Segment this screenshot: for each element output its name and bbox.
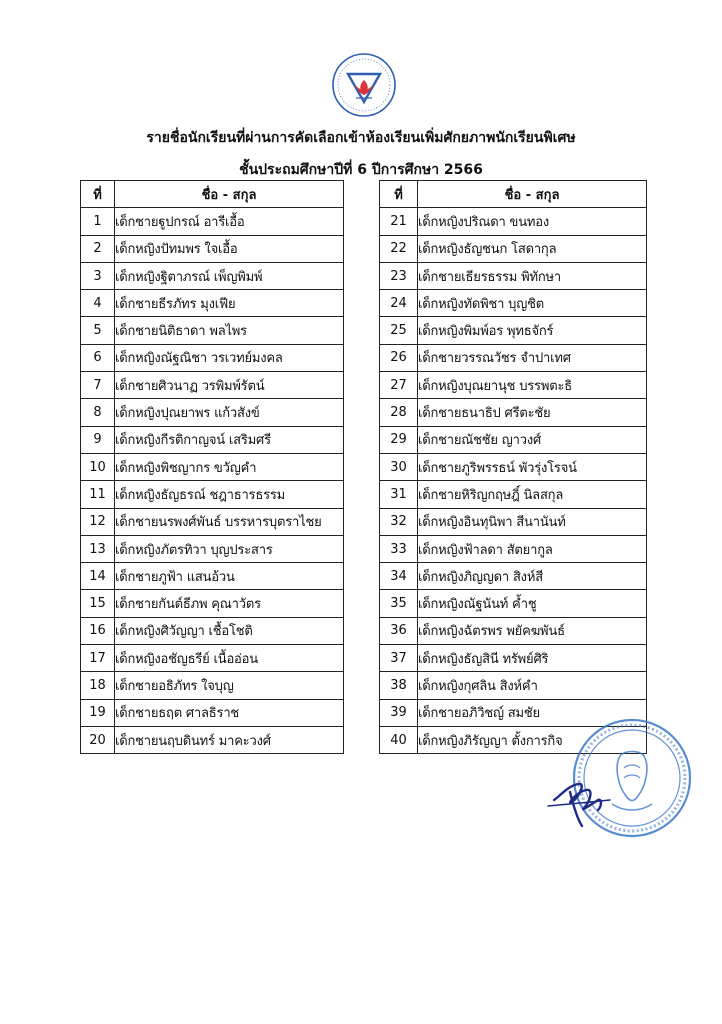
table-row (81, 699, 344, 726)
student-name: เด็กหญิงฐิตาภรณ์ เพ็ญพิมพ์ (115, 262, 344, 289)
table-row (380, 344, 647, 371)
table-row (81, 453, 344, 480)
table-row (81, 290, 344, 317)
row-number: 6 (81, 344, 115, 371)
student-name: เด็กหญิงณัฐนันท์ ค้ำชู (418, 590, 647, 617)
table-row (81, 399, 344, 426)
row-number: 20 (81, 726, 115, 753)
row-number: 40 (380, 726, 418, 753)
student-name: เด็กหญิงปริณดา ขนทอง (418, 208, 647, 235)
row-number: 31 (380, 481, 418, 508)
student-name: เด็กชายหิริญกฤษฎิ์ นิลสกุล (418, 481, 647, 508)
table-row (380, 262, 647, 289)
student-name: เด็กชายณัชชัย ญาวงศ์ (418, 426, 647, 453)
row-number: 14 (81, 563, 115, 590)
row-number: 27 (380, 372, 418, 399)
student-name: เด็กหญิงกีรติกาญจน์ เสริมศรี (115, 426, 344, 453)
row-number: 13 (81, 535, 115, 562)
school-logo (331, 52, 397, 118)
student-name: เด็กหญิงธัญธรณ์ ชฎาธารธรรม (115, 481, 344, 508)
student-name: เด็กชายอธิภัทร ใจบุญ (115, 672, 344, 699)
row-number: 23 (380, 262, 418, 289)
student-name: เด็กหญิงบุณยานุช บรรพตะธิ (418, 372, 647, 399)
row-number: 12 (81, 508, 115, 535)
row-number: 15 (81, 590, 115, 617)
student-name: เด็กชายศิวนาฏ วรพิมพ์รัตน์ (115, 372, 344, 399)
student-table-left (80, 180, 344, 754)
table-row (81, 208, 344, 235)
column-header-no: ที่ (81, 181, 115, 208)
row-number: 8 (81, 399, 115, 426)
table-row (380, 372, 647, 399)
row-number: 17 (81, 645, 115, 672)
student-name: เด็กหญิงพิมพ์อร พุทธจักร์ (418, 317, 647, 344)
row-number: 4 (81, 290, 115, 317)
student-name: เด็กหญิงกุศลิน สิงห์คำ (418, 672, 647, 699)
row-number: 29 (380, 426, 418, 453)
student-name: เด็กหญิงภิญญดา สิงห์สี (418, 563, 647, 590)
row-number: 11 (81, 481, 115, 508)
student-name: เด็กหญิงภัตรทิวา บุญประสาร (115, 535, 344, 562)
column-header-name: ชื่อ - สกุล (418, 181, 647, 208)
table-row (380, 563, 647, 590)
table-row (380, 617, 647, 644)
row-number: 21 (380, 208, 418, 235)
student-name: เด็กหญิงปัทมพร ใจเอื้อ (115, 235, 344, 262)
student-name: เด็กชายเธียรธรรม พิทักษา (418, 262, 647, 289)
row-number: 10 (81, 453, 115, 480)
student-name: เด็กชายธนาธิป ศรีตะชัย (418, 399, 647, 426)
row-number: 32 (380, 508, 418, 535)
official-seal-and-signature (540, 716, 692, 840)
student-name: เด็กหญิงธัญชนก โสดากุล (418, 235, 647, 262)
table-row (81, 726, 344, 753)
table-row (380, 235, 647, 262)
row-number: 2 (81, 235, 115, 262)
table-row (81, 317, 344, 344)
student-name: เด็กชายกันต์ธีภพ คุณาวัตร (115, 590, 344, 617)
student-name: เด็กชายนิติธาดา พลไพร (115, 317, 344, 344)
table-row (81, 590, 344, 617)
document-title: รายชื่อนักเรียนที่ผ่านการคัดเลือกเข้าห้องเรียนเพิ่มศักยภาพนักเรียนพิเศษ (146, 130, 576, 146)
row-number: 22 (380, 235, 418, 262)
row-number: 18 (81, 672, 115, 699)
row-number: 5 (81, 317, 115, 344)
student-name: เด็กชายธีรภัทร มุงเฟีย (115, 290, 344, 317)
student-name: เด็กชายอภิวิชญ์ สมชัย (418, 699, 647, 726)
student-name: เด็กหญิงณัฐณิชา วรเวทย์มงคล (115, 344, 344, 371)
table-row (380, 508, 647, 535)
student-name: เด็กหญิงภิรัญญา ตั้งการกิจ (418, 726, 647, 753)
student-name: เด็กหญิงอชัญธรีย์ เนื้ออ่อน (115, 645, 344, 672)
row-number: 33 (380, 535, 418, 562)
row-number: 28 (380, 399, 418, 426)
student-name: เด็กชายนรพงศ์พันธ์ บรรหารบุตราไชย (115, 508, 344, 535)
table-row (81, 344, 344, 371)
row-number: 3 (81, 262, 115, 289)
row-number: 36 (380, 617, 418, 644)
table-row (380, 453, 647, 480)
document-subtitle: ชั้นประถมศึกษาปีที่ 6 ปีการศึกษา 2566 (239, 162, 483, 178)
table-row (380, 672, 647, 699)
row-number: 37 (380, 645, 418, 672)
student-name: เด็กหญิงฟ้าลดา สัตยากูล (418, 535, 647, 562)
student-name: เด็กชายภูริพรรธน์ พัวรุ่งโรจน์ (418, 453, 647, 480)
table-row (380, 535, 647, 562)
table-row (81, 535, 344, 562)
table-row (81, 617, 344, 644)
table-row (380, 399, 647, 426)
student-name: เด็กหญิงปุณยาพร แก้วสังข์ (115, 399, 344, 426)
row-number: 25 (380, 317, 418, 344)
column-header-name: ชื่อ - สกุล (115, 181, 344, 208)
row-number: 16 (81, 617, 115, 644)
row-number: 1 (81, 208, 115, 235)
student-name: เด็กหญิงฉัตรพร พยัคฆพันธ์ (418, 617, 647, 644)
student-name: เด็กหญิงอินทุนิพา สีนานันท์ (418, 508, 647, 535)
table-header-row (380, 181, 647, 208)
table-row (81, 508, 344, 535)
row-number: 30 (380, 453, 418, 480)
table-row (81, 645, 344, 672)
row-number: 39 (380, 699, 418, 726)
row-number: 34 (380, 563, 418, 590)
student-name: เด็กหญิงศิวัญญา เชื้อโชติ (115, 617, 344, 644)
row-number: 24 (380, 290, 418, 317)
table-row (380, 208, 647, 235)
table-row (81, 481, 344, 508)
table-row (81, 672, 344, 699)
table-row (380, 481, 647, 508)
table-row (380, 590, 647, 617)
table-row (81, 262, 344, 289)
table-row (81, 426, 344, 453)
row-number: 9 (81, 426, 115, 453)
row-number: 19 (81, 699, 115, 726)
student-name: เด็กชายธฤต ศาลธิราช (115, 699, 344, 726)
table-row (81, 235, 344, 262)
table-row (380, 290, 647, 317)
student-name: เด็กหญิงพิชญากร ขวัญคำ (115, 453, 344, 480)
student-table-right (379, 180, 647, 754)
student-name: เด็กชายภูฟ้า แสนอ้วน (115, 563, 344, 590)
table-row (81, 563, 344, 590)
table-header-row (81, 181, 344, 208)
student-name: เด็กชายฐูปกรณ์ อารีเอื้อ (115, 208, 344, 235)
row-number: 38 (380, 672, 418, 699)
table-row (380, 426, 647, 453)
student-name: เด็กชายนฤบดินทร์ มาคะวงศ์ (115, 726, 344, 753)
table-row (380, 645, 647, 672)
student-name: เด็กหญิงทัดพิชา บุญชิต (418, 290, 647, 317)
row-number: 35 (380, 590, 418, 617)
table-row (81, 372, 344, 399)
row-number: 26 (380, 344, 418, 371)
column-header-no: ที่ (380, 181, 418, 208)
student-name: เด็กชายวรรณวัชร จำปาเทศ (418, 344, 647, 371)
row-number: 7 (81, 372, 115, 399)
student-name: เด็กหญิงธัญสินี ทรัพย์ศิริ (418, 645, 647, 672)
table-row (380, 317, 647, 344)
